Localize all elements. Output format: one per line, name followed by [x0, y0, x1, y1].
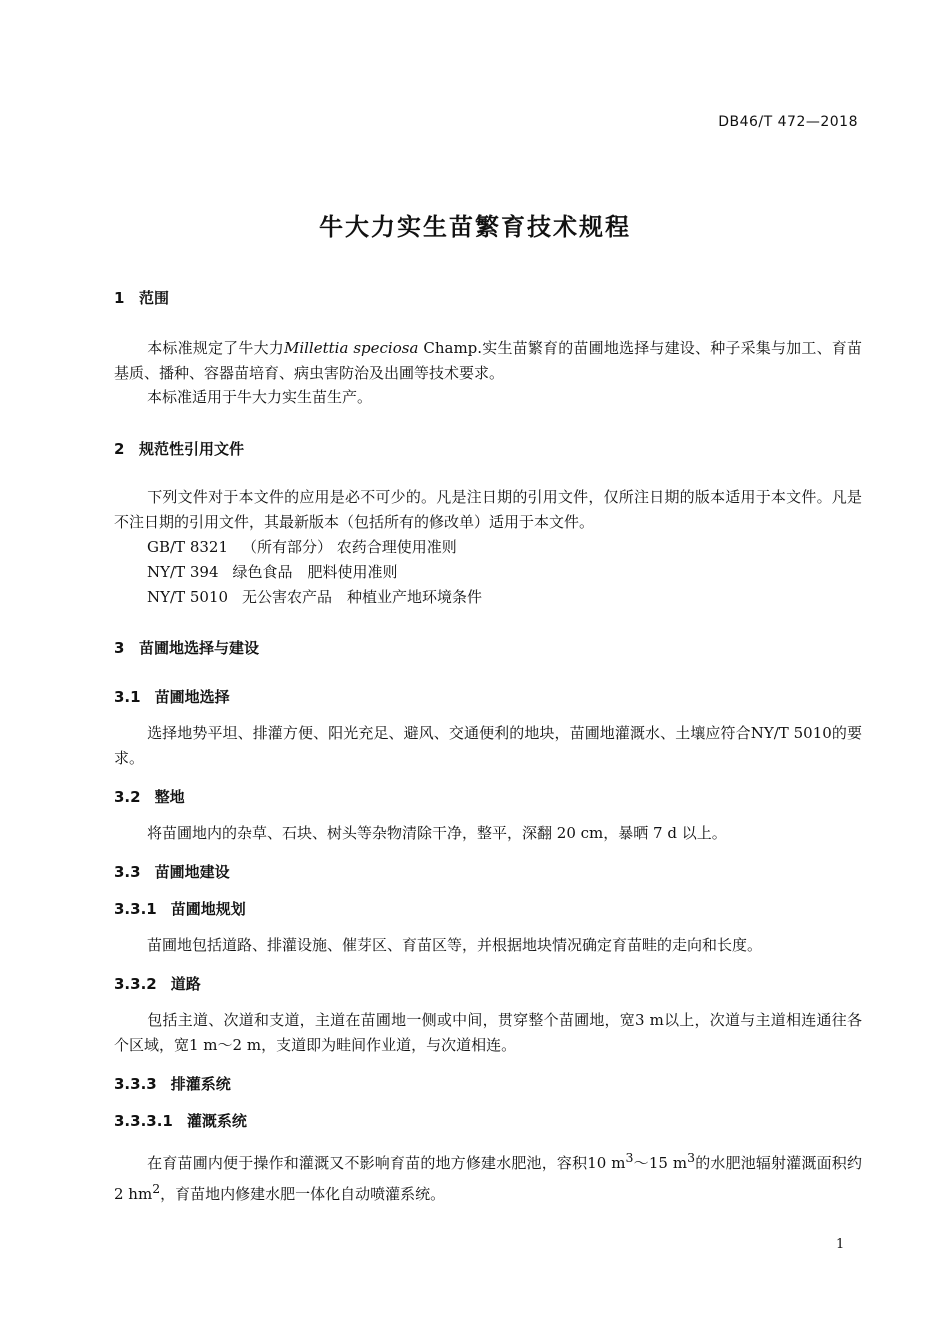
subsection-3-2-heading	[114, 786, 185, 807]
text-run: 在育苗圃内便于操作和灌溉又不影响育苗的地方修建水肥池，容积10 m	[147, 1154, 626, 1172]
section-title: 规范性引用文件	[139, 440, 245, 458]
subsection-number: 3.3.2	[114, 975, 157, 993]
reference-item	[147, 586, 482, 607]
section-1-heading	[114, 287, 169, 308]
subsection-3-3-heading	[114, 861, 230, 882]
text-run: Champ.实生苗繁育的苗圃地选择与建设、种子采集与加工、育苗基质、播种、容器苗培育、病虫害防治及出圃等技术要求。	[114, 339, 862, 382]
section-2-paragraph	[114, 485, 862, 535]
reference-code: NY/T 5010	[147, 588, 229, 606]
superscript: 3	[625, 1150, 634, 1165]
subsection-3-3-3-1-heading	[114, 1110, 247, 1131]
text-run: 下列文件对于本文件的应用是必不可少的。凡是注日期的引用文件，仅所注日期的版本适用于本文件。凡是不注日期的引用文件，其最新版本（包括所有的修改单）适用于本文件。	[114, 488, 862, 531]
document-number: DB46/T 472—2018	[718, 114, 858, 130]
section-number: 1	[114, 289, 125, 307]
subsection-title: 苗圃地建设	[154, 863, 230, 881]
text-run: 包括主道、次道和支道，主道在苗圃地一侧或中间，贯穿整个苗圃地，宽3 m以上，次道与主道相连通往各个区域，宽1 m～2 m，支道即为畦间作业道，与次道相连。	[114, 1011, 862, 1054]
subsection-title: 整地	[154, 788, 185, 806]
reference-title: （所有部分） 农药合理使用准则	[242, 538, 457, 556]
subsection-number: 3.3.3	[114, 1075, 157, 1093]
text-run: 的水肥池辐射灌溉面积约2 hm	[114, 1154, 862, 1203]
subsection-3-3-3-1-paragraph	[114, 1145, 862, 1207]
subsection-3-2-paragraph	[114, 821, 862, 846]
subsection-3-3-2-heading	[114, 973, 201, 994]
reference-item	[147, 536, 457, 557]
subsection-number: 3.1	[114, 688, 141, 706]
subsection-number: 3.3	[114, 863, 141, 881]
section-2-heading	[114, 438, 244, 459]
superscript: 3	[687, 1150, 696, 1165]
subsection-title: 排灌系统	[170, 1075, 231, 1093]
text-run: ～15 m	[633, 1154, 688, 1172]
text-run: ，育苗地内修建水肥一体化自动喷灌系统。	[160, 1185, 446, 1203]
superscript: 2	[152, 1181, 161, 1196]
reference-item	[147, 561, 398, 582]
subsection-title: 苗圃地规划	[170, 900, 246, 918]
page-title: 牛大力实生苗繁育技术规程	[319, 213, 631, 241]
subsection-title: 苗圃地选择	[154, 688, 230, 706]
reference-title: 无公害农产品 种植业产地环境条件	[242, 588, 483, 606]
text-run: 选择地势平坦、排灌方便、阳光充足、避风、交通便利的地块，苗圃地灌溉水、土壤应符合NY/T 5010的要求。	[114, 724, 862, 767]
subsection-number: 3.3.1	[114, 900, 157, 918]
subsection-title: 道路	[170, 975, 201, 993]
text-run: 苗圃地包括道路、排灌设施、催芽区、育苗区等，并根据地块情况确定育苗畦的走向和长度。	[147, 936, 763, 954]
reference-title: 绿色食品 肥料使用准则	[232, 563, 398, 581]
section-title: 苗圃地选择与建设	[139, 639, 260, 657]
text-run: 本标准适用于牛大力实生苗生产。	[147, 388, 373, 406]
scientific-name: Millettia speciosa	[283, 339, 419, 357]
section-number: 2	[114, 440, 125, 458]
subsection-3-3-2-paragraph	[114, 1008, 862, 1058]
section-3-heading	[114, 637, 259, 658]
subsection-3-3-1-heading	[114, 898, 246, 919]
subsection-3-1-heading	[114, 686, 230, 707]
section-1-paragraph-2	[114, 385, 862, 410]
section-title: 范围	[139, 289, 170, 307]
reference-code: NY/T 394	[147, 563, 219, 581]
text-run: 将苗圃地内的杂草、石块、树头等杂物清除干净，整平，深翻 20 cm，暴晒 7 d 以上。	[147, 824, 727, 842]
section-number: 3	[114, 639, 125, 657]
reference-code: GB/T 8321	[147, 538, 229, 556]
subsection-title: 灌溉系统	[186, 1112, 247, 1130]
text-run: 本标准规定了牛大力	[147, 339, 284, 357]
subsection-number: 3.3.3.1	[114, 1112, 173, 1130]
subsection-3-3-1-paragraph	[114, 933, 862, 958]
subsection-number: 3.2	[114, 788, 141, 806]
subsection-3-3-3-heading	[114, 1073, 231, 1094]
subsection-3-1-paragraph	[114, 721, 862, 771]
section-1-paragraph-1	[114, 336, 862, 386]
page-number: 1	[836, 1237, 845, 1252]
